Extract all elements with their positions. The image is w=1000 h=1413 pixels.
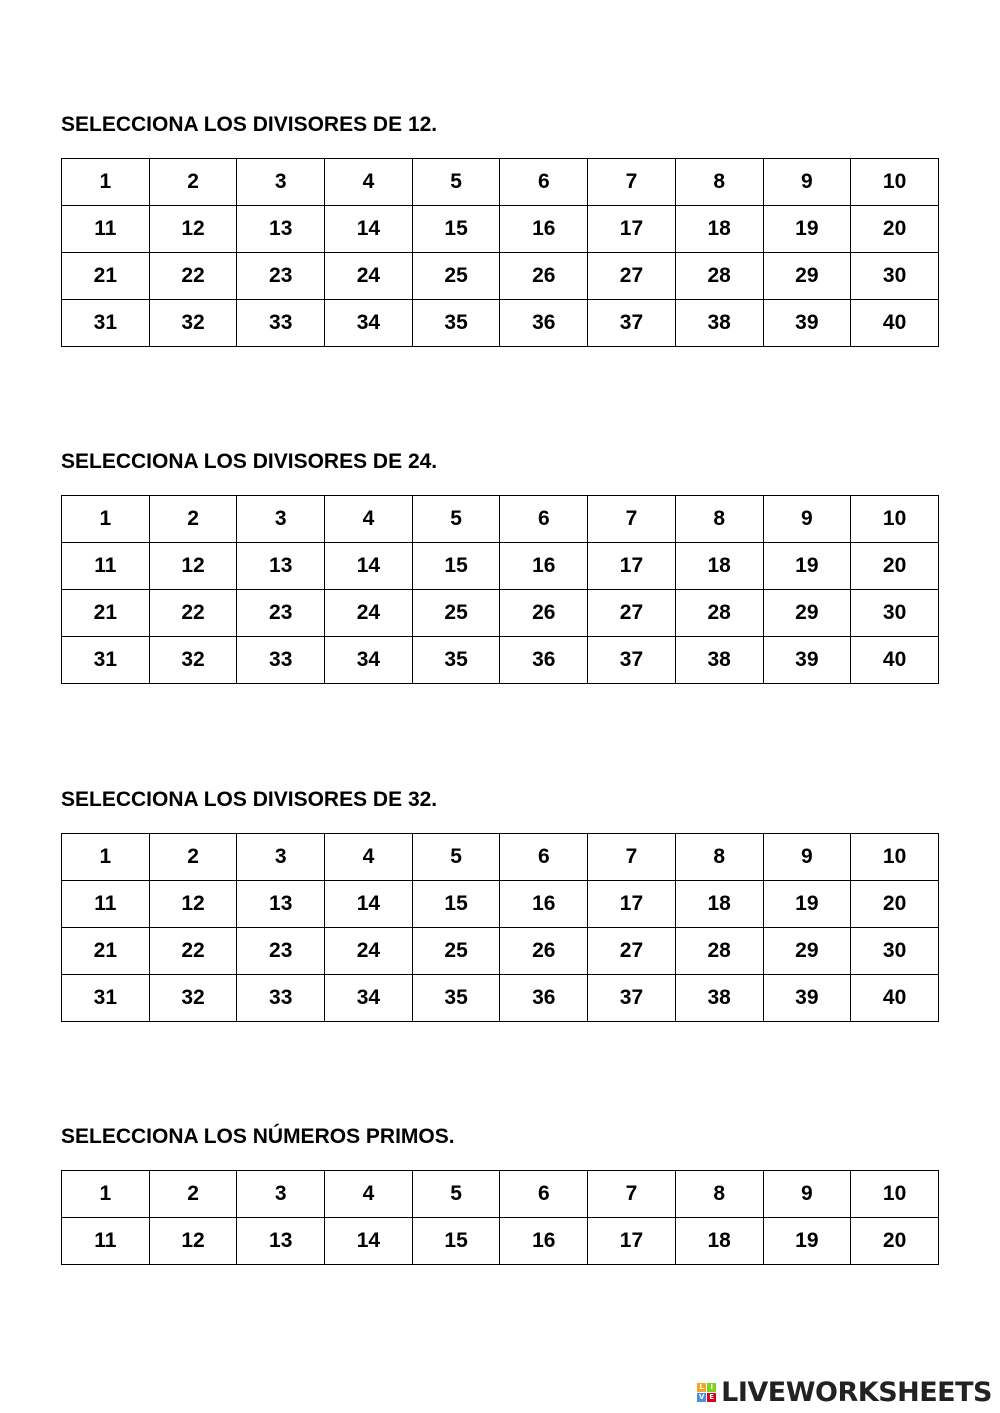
number-grid-row [62,834,939,881]
number-cell[interactable]: 14 [325,881,413,928]
number-cell[interactable]: 24 [325,590,413,637]
logo-text: LIVEWORKSHEETS [721,1376,992,1408]
number-cell[interactable]: 22 [149,590,237,637]
number-grid-row [62,543,939,590]
number-grid-row [62,206,939,253]
number-cell[interactable]: 36 [500,300,588,347]
number-cell[interactable]: 6 [500,159,588,206]
number-cell[interactable]: 33 [237,300,325,347]
number-cell[interactable]: 27 [588,590,676,637]
number-cell[interactable]: 13 [237,881,325,928]
number-cell[interactable]: 39 [763,300,851,347]
number-cell[interactable]: 13 [237,543,325,590]
number-cell[interactable]: 22 [149,928,237,975]
number-cell[interactable]: 17 [588,206,676,253]
number-grid-row [62,590,939,637]
number-cell[interactable]: 34 [325,300,413,347]
number-cell[interactable]: 15 [412,543,500,590]
number-cell[interactable]: 36 [500,975,588,1022]
exercise-section [61,449,939,671]
number-cell[interactable]: 6 [500,834,588,881]
liveworksheets-logo [697,1377,992,1407]
number-cell[interactable]: 3 [237,159,325,206]
number-grid-row [62,637,939,684]
number-cell[interactable]: 18 [675,206,763,253]
number-cell[interactable]: 12 [149,1218,237,1265]
number-cell[interactable]: 26 [500,590,588,637]
number-cell[interactable]: 31 [62,975,150,1022]
number-cell[interactable]: 8 [675,834,763,881]
exercise-title: SELECCIONA LOS DIVISORES DE 24. [61,450,438,473]
number-cell[interactable]: 11 [62,1218,150,1265]
number-cell[interactable]: 6 [500,1171,588,1218]
number-cell[interactable]: 18 [675,881,763,928]
number-cell[interactable]: 7 [588,159,676,206]
number-grid [61,495,939,684]
number-cell[interactable]: 2 [149,1171,237,1218]
number-cell[interactable]: 26 [500,928,588,975]
logo-mark-letter: E [707,1393,716,1402]
number-cell[interactable]: 40 [851,300,939,347]
number-cell[interactable]: 4 [325,159,413,206]
logo-mark-letter: L [697,1383,706,1392]
number-grid-row [62,1171,939,1218]
number-cell[interactable]: 11 [62,206,150,253]
number-cell[interactable]: 12 [149,543,237,590]
number-cell[interactable]: 2 [149,159,237,206]
number-grid-row [62,159,939,206]
number-cell[interactable]: 6 [500,496,588,543]
number-cell[interactable]: 13 [237,1218,325,1265]
number-cell[interactable]: 10 [851,834,939,881]
number-cell[interactable]: 15 [412,206,500,253]
number-cell[interactable]: 19 [763,881,851,928]
number-grid [61,833,939,1022]
number-cell[interactable]: 19 [763,543,851,590]
number-cell[interactable]: 35 [412,975,500,1022]
number-cell[interactable]: 14 [325,543,413,590]
number-cell[interactable]: 19 [763,206,851,253]
number-grid-row [62,253,939,300]
number-cell[interactable]: 8 [675,159,763,206]
number-cell[interactable]: 32 [149,637,237,684]
number-cell[interactable]: 40 [851,637,939,684]
number-grid-row [62,928,939,975]
number-cell[interactable]: 21 [62,253,150,300]
number-cell[interactable]: 17 [588,881,676,928]
number-cell[interactable]: 31 [62,300,150,347]
number-cell[interactable]: 21 [62,590,150,637]
number-cell[interactable]: 7 [588,496,676,543]
number-cell[interactable]: 4 [325,1171,413,1218]
number-cell[interactable]: 9 [763,834,851,881]
number-cell[interactable]: 33 [237,637,325,684]
number-cell[interactable]: 17 [588,1218,676,1265]
number-cell[interactable]: 10 [851,496,939,543]
number-cell[interactable]: 7 [588,834,676,881]
number-cell[interactable]: 10 [851,1171,939,1218]
number-grid [61,158,939,347]
number-cell[interactable]: 25 [412,253,500,300]
number-cell[interactable]: 3 [237,1171,325,1218]
number-cell[interactable]: 37 [588,975,676,1022]
number-cell[interactable]: 11 [62,881,150,928]
number-cell[interactable]: 28 [675,590,763,637]
number-cell[interactable]: 29 [763,590,851,637]
number-cell[interactable]: 32 [149,975,237,1022]
number-cell[interactable]: 8 [675,496,763,543]
number-cell[interactable]: 11 [62,543,150,590]
number-cell[interactable]: 3 [237,834,325,881]
number-cell[interactable]: 40 [851,975,939,1022]
number-cell[interactable]: 18 [675,543,763,590]
number-cell[interactable]: 19 [763,1218,851,1265]
number-grid [61,1170,939,1265]
number-grid-row [62,496,939,543]
number-cell[interactable]: 29 [763,253,851,300]
number-cell[interactable]: 16 [500,1218,588,1265]
number-cell[interactable]: 23 [237,590,325,637]
number-cell[interactable]: 33 [237,975,325,1022]
number-cell[interactable]: 28 [675,928,763,975]
number-cell[interactable]: 34 [325,975,413,1022]
number-cell[interactable]: 25 [412,928,500,975]
number-cell[interactable]: 39 [763,637,851,684]
number-cell[interactable]: 27 [588,253,676,300]
number-cell[interactable]: 26 [500,253,588,300]
number-cell[interactable]: 22 [149,253,237,300]
number-cell[interactable]: 9 [763,496,851,543]
number-cell[interactable]: 5 [412,1171,500,1218]
number-cell[interactable]: 5 [412,496,500,543]
number-cell[interactable]: 16 [500,881,588,928]
exercise-section [61,1124,939,1252]
number-cell[interactable]: 34 [325,637,413,684]
number-grid-row [62,881,939,928]
number-cell[interactable]: 28 [675,253,763,300]
number-cell[interactable]: 39 [763,975,851,1022]
number-cell[interactable]: 10 [851,159,939,206]
number-cell[interactable]: 30 [851,590,939,637]
number-cell[interactable]: 3 [237,496,325,543]
number-cell[interactable]: 20 [851,881,939,928]
number-cell[interactable]: 9 [763,1171,851,1218]
number-cell[interactable]: 24 [325,253,413,300]
number-cell[interactable]: 38 [675,975,763,1022]
number-cell[interactable]: 35 [412,637,500,684]
number-cell[interactable]: 24 [325,928,413,975]
number-cell[interactable]: 15 [412,1218,500,1265]
liveworksheets-logo-icon [697,1383,716,1402]
number-cell[interactable]: 38 [675,300,763,347]
number-cell[interactable]: 12 [149,206,237,253]
logo-mark-letter: I [707,1383,716,1392]
number-cell[interactable]: 12 [149,881,237,928]
number-cell[interactable]: 1 [62,834,150,881]
number-cell[interactable]: 2 [149,496,237,543]
number-cell[interactable]: 29 [763,928,851,975]
number-cell[interactable]: 1 [62,159,150,206]
number-cell[interactable]: 4 [325,834,413,881]
number-cell[interactable]: 7 [588,1171,676,1218]
number-cell[interactable]: 20 [851,543,939,590]
number-cell[interactable]: 14 [325,206,413,253]
logo-mark-letter: V [698,1392,705,1401]
number-cell[interactable]: 17 [588,543,676,590]
number-cell[interactable]: 5 [412,159,500,206]
number-cell[interactable]: 23 [237,253,325,300]
exercise-section [61,787,939,1009]
exercise-section [61,112,939,334]
number-cell[interactable]: 35 [412,300,500,347]
number-cell[interactable]: 27 [588,928,676,975]
number-cell[interactable]: 5 [412,834,500,881]
number-cell[interactable]: 9 [763,159,851,206]
exercise-title: SELECCIONA LOS DIVISORES DE 12. [61,113,438,136]
number-cell[interactable]: 36 [500,637,588,684]
number-cell[interactable]: 37 [588,637,676,684]
number-cell[interactable]: 1 [62,496,150,543]
exercise-title: SELECCIONA LOS NÚMEROS PRIMOS. [61,1125,455,1148]
number-cell[interactable]: 18 [675,1218,763,1265]
exercise-title: SELECCIONA LOS DIVISORES DE 32. [61,788,438,811]
number-cell[interactable]: 30 [851,253,939,300]
number-cell[interactable]: 16 [500,543,588,590]
number-cell[interactable]: 14 [325,1218,413,1265]
number-cell[interactable]: 4 [325,496,413,543]
number-grid-row [62,1218,939,1265]
number-cell[interactable]: 20 [851,1218,939,1265]
number-cell[interactable]: 16 [500,206,588,253]
number-cell[interactable]: 2 [149,834,237,881]
number-cell[interactable]: 37 [588,300,676,347]
number-cell[interactable]: 13 [237,206,325,253]
number-cell[interactable]: 32 [149,300,237,347]
number-grid-row [62,300,939,347]
number-cell[interactable]: 25 [412,590,500,637]
number-cell[interactable]: 30 [851,928,939,975]
number-cell[interactable]: 1 [62,1171,150,1218]
number-cell[interactable]: 31 [62,637,150,684]
number-cell[interactable]: 20 [851,206,939,253]
number-cell[interactable]: 38 [675,637,763,684]
number-cell[interactable]: 15 [412,881,500,928]
number-grid-row [62,975,939,1022]
number-cell[interactable]: 21 [62,928,150,975]
number-cell[interactable]: 23 [237,928,325,975]
number-cell[interactable]: 8 [675,1171,763,1218]
